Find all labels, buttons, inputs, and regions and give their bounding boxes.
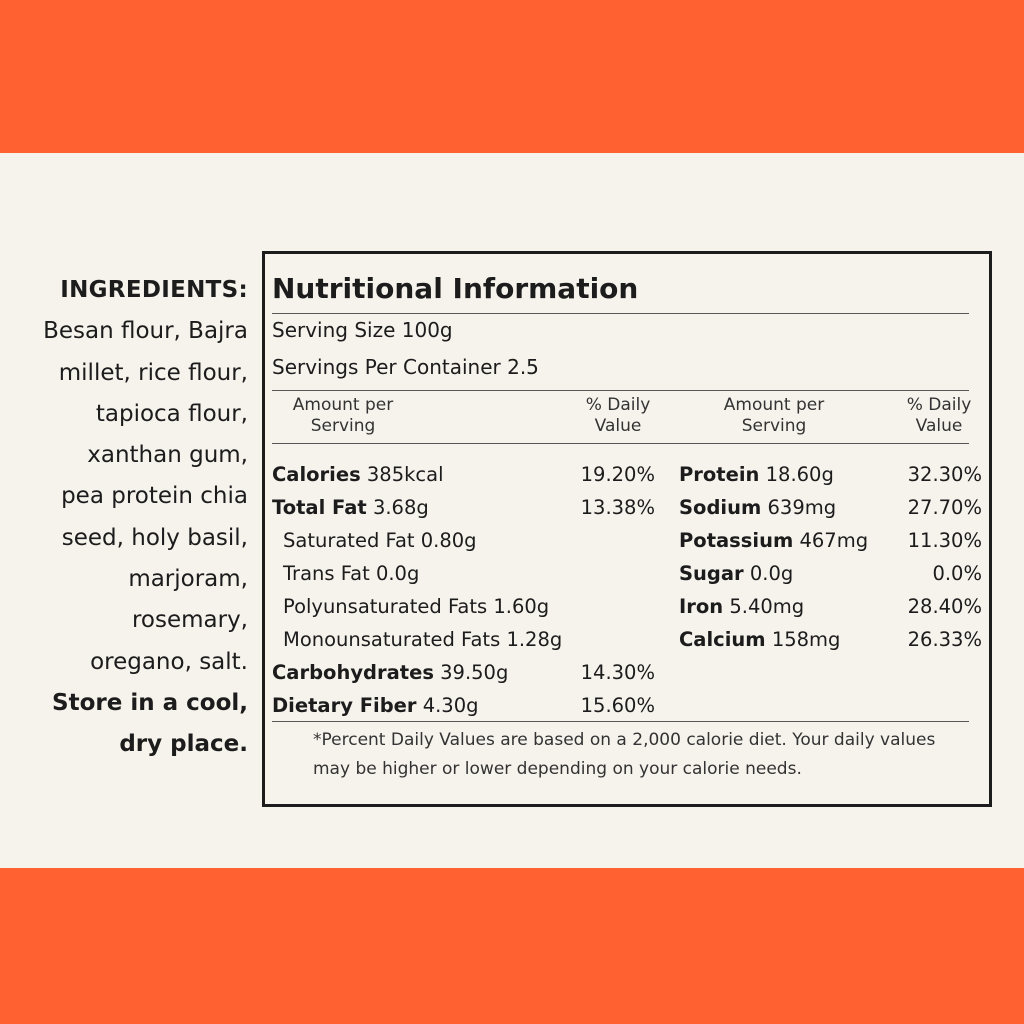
nutrient-name: Calcium	[679, 628, 766, 651]
nutrient-amount: 4.30g	[422, 694, 479, 717]
column-header-text: Amount per	[292, 395, 394, 415]
nutrient-dv: 27.70%	[907, 496, 982, 519]
nutrient-amount: 158mg	[771, 628, 841, 651]
nutrient-amount: 639mg	[767, 496, 837, 519]
divider	[272, 443, 969, 444]
column-header-text: % Daily	[906, 395, 972, 415]
nutrient-amount: 0.0g	[749, 562, 794, 585]
nutrient-dv: 14.30%	[580, 661, 655, 684]
nutrient-row-sodium	[679, 496, 836, 519]
nutrient-row-saturated-fat: Saturated Fat 0.80g	[283, 529, 477, 552]
nutrient-row-protein	[679, 463, 834, 486]
ingredient-line: marjoram,	[128, 566, 248, 593]
storage-instruction: dry place.	[119, 731, 248, 758]
nutrient-name: Total Fat	[272, 496, 367, 519]
nutrient-row-calories	[272, 463, 444, 486]
serving-size: Serving Size 100g	[272, 318, 453, 342]
nutrient-row-total-fat	[272, 496, 429, 519]
divider	[272, 390, 969, 391]
top-orange-band	[0, 0, 1024, 153]
nutrient-dv: 11.30%	[907, 529, 982, 552]
nutrient-row-monounsaturated-fats: Monounsaturated Fats 1.28g	[283, 628, 563, 651]
nutrient-row-iron	[679, 595, 804, 618]
nutrient-name: Calories	[272, 463, 361, 486]
nutrient-row-sugar	[679, 562, 793, 585]
ingredient-line: seed, holy basil,	[61, 524, 248, 551]
nutrient-row-potassium	[679, 529, 868, 552]
nutrient-name: Potassium	[679, 529, 794, 552]
column-header-amount	[280, 395, 406, 437]
nutrient-amount: 5.40mg	[729, 595, 805, 618]
nutrition-panel	[262, 251, 992, 807]
nutrient-name: Iron	[679, 595, 724, 618]
column-header-text: % Daily	[585, 395, 651, 415]
nutrient-amount: 467mg	[799, 529, 869, 552]
column-header-text: Serving	[310, 416, 376, 436]
nutrient-dv: 15.60%	[580, 694, 655, 717]
nutrition-title: Nutritional Information	[272, 272, 639, 305]
ingredient-line: pea protein chia	[61, 483, 248, 510]
nutrient-row-carbohydrates	[272, 661, 508, 684]
nutrient-amount: 39.50g	[440, 661, 509, 684]
ingredient-line: tapioca flour,	[95, 400, 248, 427]
servings-per-container: Servings Per Container 2.5	[272, 355, 539, 379]
column-header-dv	[887, 395, 991, 437]
nutrient-name: Sodium	[679, 496, 762, 519]
column-header-text: Amount per	[723, 395, 825, 415]
daily-value-footnote: *Percent Daily Values are based on a 2,000 calorie diet. Your daily values may be higher or lower depending on your calorie needs.	[313, 730, 936, 779]
nutrient-row-calcium	[679, 628, 840, 651]
nutrient-row-polyunsaturated-fats: Polyunsaturated Fats 1.60g	[283, 595, 550, 618]
nutrient-row-dietary-fiber	[272, 694, 479, 717]
ingredient-line: oregano, salt.	[90, 648, 248, 675]
ingredient-line: Besan flour, Bajra	[43, 318, 248, 345]
nutrient-amount: 18.60g	[765, 463, 834, 486]
nutrient-dv: 26.33%	[907, 628, 982, 651]
divider	[272, 313, 969, 314]
ingredient-line: millet, rice flour,	[58, 359, 248, 386]
column-header-amount	[711, 395, 837, 437]
column-header-dv	[563, 395, 673, 437]
nutrient-dv: 28.40%	[907, 595, 982, 618]
column-header-text: Value	[915, 416, 963, 436]
nutrient-dv: 32.30%	[907, 463, 982, 486]
nutrient-dv: 13.38%	[580, 496, 655, 519]
nutrient-dv: 0.0%	[932, 562, 982, 585]
ingredient-line: rosemary,	[131, 607, 248, 634]
divider	[272, 721, 969, 722]
ingredients-column	[14, 270, 248, 766]
storage-instruction: Store in a cool,	[52, 689, 248, 716]
bottom-orange-band	[0, 868, 1024, 1024]
nutrient-name: Sugar	[679, 562, 744, 585]
nutrient-dv: 19.20%	[580, 463, 655, 486]
column-header-text: Value	[594, 416, 642, 436]
ingredient-line: xanthan gum,	[87, 442, 248, 469]
ingredients-title: INGREDIENTS:	[60, 277, 248, 303]
nutrient-name: Carbohydrates	[272, 661, 434, 684]
nutrient-row-trans-fat: Trans Fat 0.0g	[283, 562, 420, 585]
nutrient-name: Protein	[679, 463, 760, 486]
nutrient-name: Dietary Fiber	[272, 694, 417, 717]
column-header-text: Serving	[741, 416, 807, 436]
nutrient-amount: 3.68g	[372, 496, 429, 519]
nutrient-amount: 385kcal	[366, 463, 444, 486]
